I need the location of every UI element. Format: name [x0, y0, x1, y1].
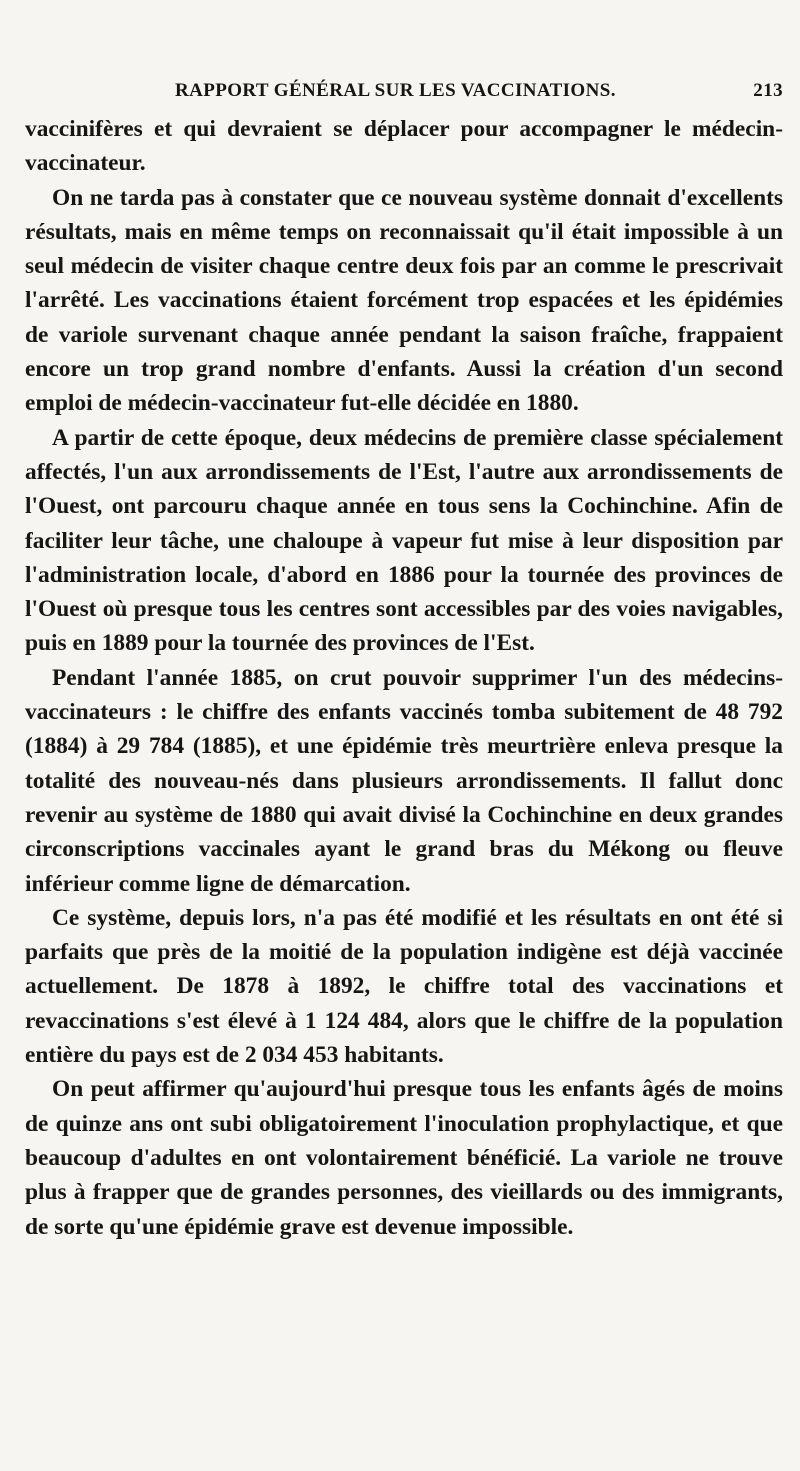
paragraph: Ce système, depuis lors, n'a pas été modifié et les résultats en ont été si parfaits que près de la moitié de la population indigène est déjà vaccinée actuellement. De 1878 à 1892, le chiffre total des vaccinations et revaccinations s'est élevé à 1 124 484, alors que le chiffre de la population entière du pays est de 2 034 453 habitants. — [25, 904, 783, 1069]
book-page — [25, 76, 783, 1244]
paragraph: On ne tarda pas à constater que ce nouveau système donnait d'excellents résultats, mais en même temps on reconnaissait qu'il était impossible à un seul médecin de visiter chaque centre deux fois par an comme le prescrivait l'arrêté. Les vaccinations étaient forcément trop espacées et les épidémies de variole survenant chaque année pendant la saison fraîche, frappaient encore un trop grand nombre d'enfants. Aussi la création d'un second emploi de médecin-vaccinateur fut-elle décidée en 1880. — [25, 184, 783, 417]
paragraph: Pendant l'année 1885, on crut pouvoir supprimer l'un des médecins-vaccinateurs : le chiffre des enfants vaccinés tomba subitement de 48 792 (1884) à 29 784 (1885), et une épidémie très meurtrière enleva presque la totalité des nouveau-nés dans plusieurs arrondissements. Il fallut donc revenir au système de 1880 qui avait divisé la Cochinchine en deux grandes circonscriptions vaccinales ayant le grand bras du Mékong ou fleuve inférieur comme ligne de démarcation. — [25, 664, 783, 897]
running-header — [25, 76, 783, 106]
running-title: RAPPORT GÉNÉRAL SUR LES VACCINATIONS. — [175, 80, 616, 101]
paragraph: On peut affirmer qu'aujourd'hui presque tous les enfants âgés de moins de quinze ans ont subi obligatoirement l'inoculation prophylactique, et que beaucoup d'adultes en ont volontairement bénéficié. La variole ne trouve plus à frapper que de grandes personnes, des vieillards ou des immigrants, de sorte qu'une épidémie grave est devenue impossible. — [25, 1076, 783, 1240]
body-text — [25, 112, 783, 1244]
page-number: 213 — [753, 80, 783, 101]
paragraph-continuation: vaccinifères et qui devraient se déplacer pour accompagner le médecin-vaccinateur. — [25, 116, 783, 177]
paragraph: A partir de cette époque, deux médecins de première classe spécialement affectés, l'un aux arrondissements de l'Est, l'autre aux arrondissements de l'Ouest, ont parcouru chaque année en tous sens la Cochinchine. Afin de faciliter leur tâche, une chaloupe à vapeur fut mise à leur disposition par l'administration locale, d'abord en 1886 pour la tournée des provinces de l'Ouest où presque tous les centres sont accessibles par des voies navigables, puis en 1889 pour la tournée des provinces de l'Est. — [25, 424, 783, 657]
